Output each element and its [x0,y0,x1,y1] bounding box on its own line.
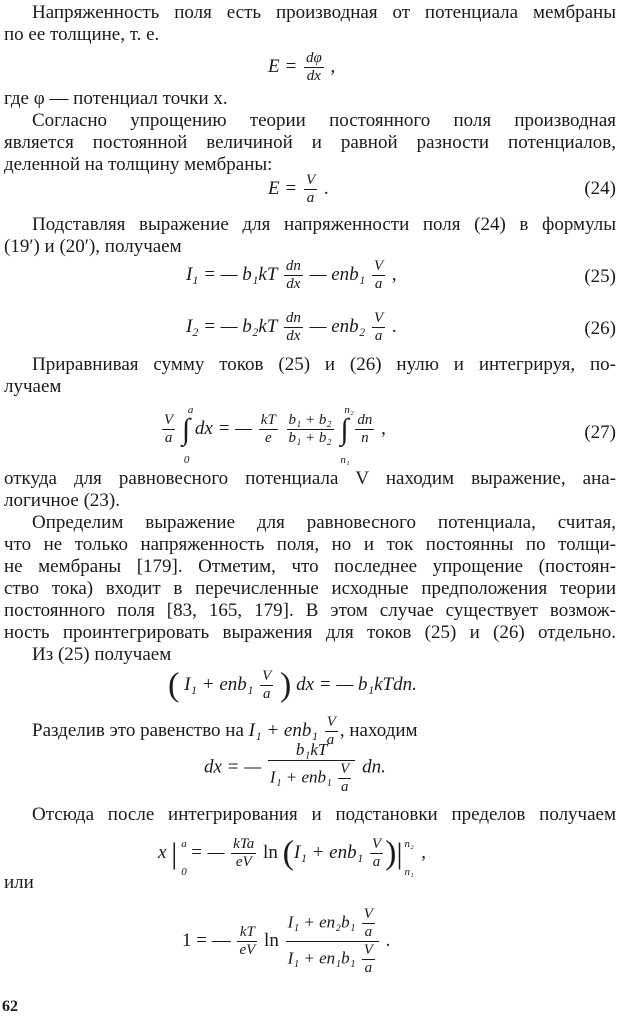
fraction-numerator: b₁kT [268,740,355,761]
text-line: не мембраны [179]. Отметим, что последнее упрощение (постоян- [4,556,616,577]
paragraph-define [4,512,616,644]
eq-term: = — b₁kT [203,263,278,285]
paragraph-substitution [4,214,616,258]
eq-lhs: 1 = — [182,929,231,951]
integral-sign: ∫ a 0 [182,413,190,446]
text-line: ство тока) входит в перечисленные исходные предположения теории [4,578,616,599]
text-line: Подставляя выражение для напряженности поля (24) в формулы [32,214,616,235]
page-number: 62 [2,998,18,1015]
fraction-denominator: e [264,430,272,446]
fraction-numerator: V [305,172,316,188]
eval-lower-limit: n₁ [404,865,414,878]
integral-sign: ∫ n₂ n₁ [340,413,348,446]
fraction-numerator: b₁ + b₂ [288,412,332,428]
eq-punct: , [381,417,386,439]
text-line: по ее толщине, т. е. [4,24,160,45]
text-line: лучаем [4,376,62,397]
fraction-numerator: V [363,906,373,922]
equation-number-27: (27) [584,422,616,443]
fraction-numerator: V [371,836,382,852]
eq-function: ln [264,929,279,951]
fraction-denominator: dx [286,328,301,344]
equation-d [182,906,390,977]
eq-punct: . [391,315,397,337]
fraction-numerator: V [374,258,384,274]
eq-term: dx = — b₁kTdn. [296,673,417,695]
fraction-numerator: dn [285,310,301,326]
fraction-numerator: V [340,761,350,777]
paragraph-or [4,872,616,894]
equation-c: x | a 0 = — $\frac{\text{kTa}}{eV}$ ln (I₁ + enb₁ $\frac{V}{a}$ )| n₂ n₁ , [158,836,426,871]
paren-open: ( [168,666,180,704]
eq-punct: , [330,55,336,77]
fraction-numerator: dn [285,258,301,274]
fraction-numerator: dn [357,412,373,428]
equation-24 [268,172,329,207]
eq-term: — enb₁ [309,263,366,285]
eval-upper-limit: n₂ [404,837,414,850]
eq-term: I₁ + enb₁ [184,673,254,695]
text-line: где φ — потенциал точки x. [4,88,228,109]
fraction-denominator: a [164,430,173,446]
eq-lhs: dx = — [204,756,262,778]
text-line: Согласно упрощению теории постоянного поля производная [32,110,616,131]
text-line: является постоянной величиной и равной разности потенциалов, [4,132,616,153]
eq-term: I₁ + en₁b₁ [287,948,356,968]
paragraph-sum-currents [4,354,616,398]
text-line: Отсюда после интегрирования и подстановки пределов получаем [32,804,616,825]
integral-lower-limit: 0 [183,453,190,466]
fraction-denominator: a [326,732,335,748]
fraction-denominator: eV [235,854,252,870]
text-line: или [4,872,34,893]
eq-punct: . [323,177,329,199]
integral-lower-limit: n₁ [340,453,350,466]
eq-function: ln [263,841,278,863]
text-line: ность проинтегрировать выражения для токов (25) и (26) отдельно. [4,622,616,643]
fraction-denominator: b₁ + b₂ [288,430,332,446]
equation-a [168,668,417,703]
paragraph-from-25 [4,644,616,666]
integral-upper-limit: n₂ [344,403,354,416]
eq-symbol: x [158,841,167,863]
equation-27 [160,403,386,466]
text-run: , находим [339,719,418,741]
text-line: (19′) и (20′), получаем [4,236,182,257]
eq-term: = — [189,841,225,863]
eq-term: I₁ + enb₁ [269,767,332,787]
eq-punct: . [385,929,391,951]
paragraph-integration [4,804,616,826]
fraction-denominator: dx [306,68,321,84]
eq-punct: , [421,841,426,863]
fraction-denominator: a [374,276,383,292]
equation-number-24: (24) [584,178,616,199]
text-line: Из (25) получаем [32,644,172,665]
eq-term: = — b₂kT [203,315,278,337]
integral-upper-limit: a [187,403,194,416]
equation-b [204,740,386,796]
text-line: Определим выражение для равновесного потенциала, считая, [32,512,616,533]
eq-term: I₁ + enb₁ [293,841,364,863]
fraction-numerator: kT [260,412,276,428]
fraction-denominator: dx [286,276,301,292]
eq-term: dx = — [194,417,253,439]
eq-subscript: 2 [192,324,199,339]
text-line: что не только напряженность поля, но и ток постоянны по толщи- [4,534,616,555]
eq-term: I₁ + en₂b₁ [287,912,356,932]
fraction-denominator: a [262,686,271,702]
equation-field-definition [268,50,335,85]
eq-subscript: 1 [192,272,199,287]
eval-lower-limit: 0 [181,865,187,878]
paragraph-equilibrium [4,468,616,512]
text-line: логичное (23). [4,490,120,511]
equation-25 [186,258,397,293]
fraction-denominator: n [361,430,369,446]
fraction-denominator: a [364,960,373,976]
paragraph-phi [4,88,616,110]
eq-punct: , [391,263,397,285]
eq-term: — enb₂ [309,315,366,337]
fraction-numerator: kTa [233,836,255,852]
eval-upper-limit: a [181,837,187,850]
fraction-numerator: V [374,310,384,326]
fraction-denominator: a [364,924,373,940]
eq-lhs: E = [268,55,298,77]
fraction-denominator: a [340,779,349,795]
equation-number-25: (25) [584,266,616,287]
equation-26 [186,310,397,345]
fraction-denominator: a [372,854,381,870]
fraction-denominator: a [306,190,315,206]
eq-lhs: E = [268,177,298,199]
text-line: постоянного поля [83, 165, 179]. В этом случае существует возмож- [4,600,616,621]
fraction-numerator: V [363,942,373,958]
text-line: откуда для равновесного потенциала V находим выражение, ана- [4,468,616,489]
fraction-numerator: V [262,668,272,684]
eq-symbol: I [186,315,193,337]
text-line: Приравнивая сумму токов (25) и (26) нулю и интегрируя, по- [32,354,616,375]
fraction-numerator: kT [237,924,257,942]
text-run: Разделив это равенство на [32,719,244,741]
paragraph-simplification [4,110,616,176]
inline-expression: I₁ + enb₁ [248,719,318,741]
eq-term: dn. [362,756,386,778]
fraction-numerator: V [326,714,336,730]
fraction-denominator: a [374,328,383,344]
text-line: Напряженность поля есть производная от потенциала мембраны [32,2,616,23]
text-line: деленной на толщину мембраны: [4,154,273,175]
fraction-denominator: eV [239,942,256,958]
paragraph-field-strength [4,2,616,46]
fraction-numerator: V [164,412,174,428]
fraction-numerator: dφ [305,50,322,66]
paren-close: ) [280,666,292,704]
eq-symbol: I [186,263,193,285]
equation-number-26: (26) [584,318,616,339]
